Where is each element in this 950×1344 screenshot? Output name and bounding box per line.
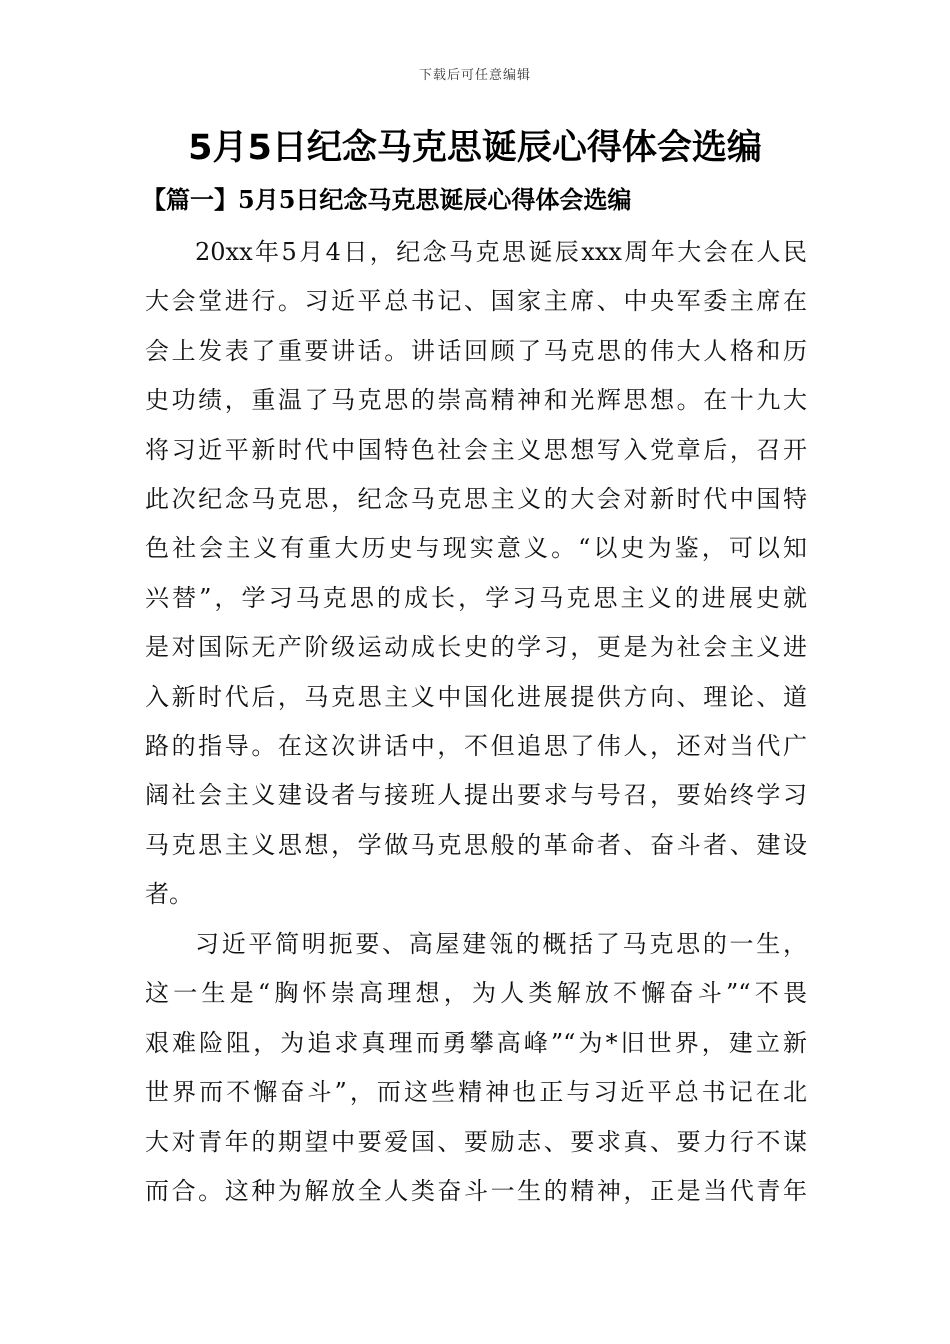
header-note: 下载后可任意编辑 (418, 68, 531, 83)
text-line: 这一生是“胸怀崇高理想，为人类解放不懈奋斗”“不畏 (145, 979, 807, 1008)
text-line: 会上发表了重要讲话。讲话回顾了马克思的伟大人格和历 (145, 336, 807, 365)
paragraph-1 (145, 228, 807, 920)
text-line: 习近平简明扼要、高屋建瓴的概括了马克思的一生， (195, 930, 807, 958)
text-line: 大会堂进行。习近平总书记、国家主席、中央军委主席在 (145, 287, 807, 316)
text-line: 兴替”，学习马克思的成长，学习马克思主义的进展史就 (145, 583, 807, 612)
text-line: 入新时代后，马克思主义中国化进展提供方向、理论、道 (145, 682, 807, 711)
text-line: 将习近平新时代中国特色社会主义思想写入党章后，召开 (145, 435, 807, 464)
text-line: 世界而不懈奋斗”，而这些精神也正与习近平总书记在北 (145, 1078, 807, 1107)
text-line: 马克思主义思想，学做马克思般的革命者、奋斗者、建设 (145, 830, 807, 859)
text-line: 是对国际无产阶级运动成长史的学习，更是为社会主义进 (145, 633, 807, 662)
text-line: 阔社会主义建设者与接班人提出要求与号召，要始终学习 (145, 781, 807, 810)
paragraph-2 (145, 920, 807, 1216)
text-line: 者。 (145, 880, 193, 909)
text-line: 大对青年的期望中要爱国、要励志、要求真、要力行不谋 (145, 1127, 807, 1156)
text-line: 艰难险阻，为追求真理而勇攀高峰”“为*旧世界，建立新 (145, 1028, 807, 1057)
text-line: 史功绩，重温了马克思的崇高精神和光辉思想。在十九大 (145, 386, 807, 415)
text-line: 20xx年5月4日，纪念马克思诞辰xxx周年大会在人民 (195, 238, 807, 266)
text-line: 而合。这种为解放全人类奋斗一生的精神，正是当代青年 (145, 1177, 807, 1206)
document-title: 5月5日纪念马克思诞辰心得体会选编 (188, 128, 762, 168)
text-line: 路的指导。在这次讲话中，不但追思了伟人，还对当代广 (145, 732, 807, 761)
text-line: 色社会主义有重大历史与现实意义。“以史为鉴，可以知 (145, 534, 807, 563)
section-heading: 【篇一】5月5日纪念马克思诞辰心得体会选编 (142, 185, 632, 214)
text-line: 此次纪念马克思，纪念马克思主义的大会对新时代中国特 (145, 485, 807, 514)
